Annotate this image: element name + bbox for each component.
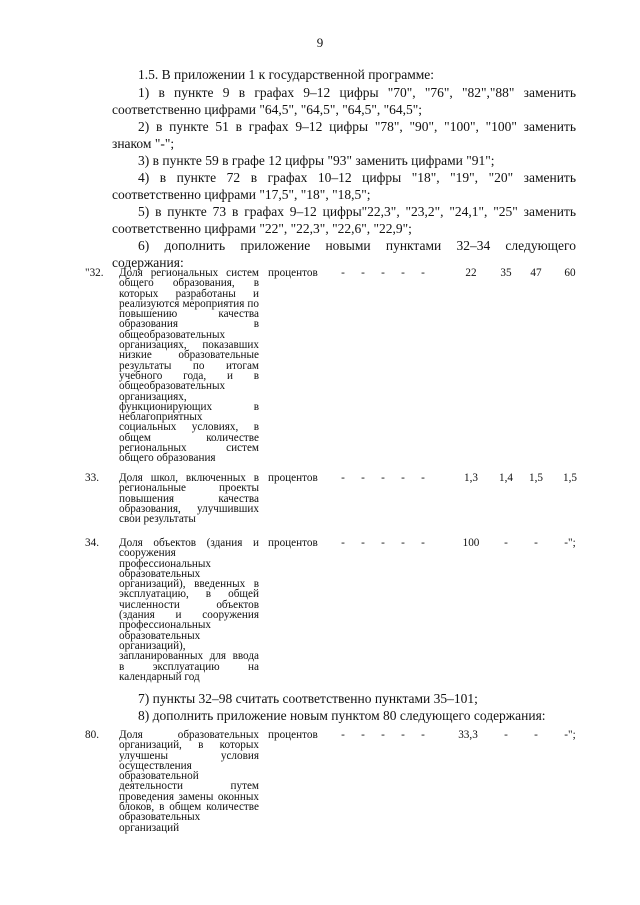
cell-col-5: - [361, 472, 365, 484]
row-number: 34. [85, 537, 99, 549]
paragraph-item-5: 5) в пункте 73 в графах 9–12 цифры"22,3", "23,2", "24,1", "25" заменить соответственно цифрами "22", "22,3", "22,6", "22,9"; [112, 204, 576, 236]
paragraph-item-6: 6) дополнить приложение новыми пунктами 32–34 следующего содержания: [112, 238, 576, 270]
row-description: Доля объектов (здания и сооружения профессиональных образовательных организаций), введенных в эксплуатацию, в общей численности объектов (здания и сооружения профессиональных образовательных организаций), запланированных для ввода в эксплуатацию на календарный год [119, 537, 259, 683]
cell-col-9: 100 [462, 537, 480, 549]
cell-col-4: - [341, 729, 345, 741]
table-row [85, 473, 585, 528]
cell-col-8: - [421, 729, 425, 741]
cell-col-6: - [381, 729, 385, 741]
paragraph-item-3: 3) в пункте 59 в графе 12 цифры "93" заменить цифрами "91"; [138, 153, 495, 168]
cell-col-8: - [421, 537, 425, 549]
cell-col-7: - [401, 729, 405, 741]
paragraph-item-4: 4) в пункте 72 в графах 10–12 цифры "18", "19", "20" заменить соответственно цифрами "17,5", "18", "18,5"; [112, 170, 576, 202]
cell-col-11: - [534, 537, 538, 549]
table-row [85, 267, 585, 465]
page-number: 9 [316, 35, 324, 50]
row-description: Доля школ, включенных в региональные проекты повышения качества образования, улучшивших свои результаты [119, 472, 259, 526]
cell-col-7: - [401, 472, 405, 484]
row-unit: процентов [268, 729, 318, 741]
row-number: 33. [85, 472, 99, 484]
cell-col-5: - [361, 729, 365, 741]
cell-col-10: 35 [500, 267, 512, 279]
cell-col-12: -"; [564, 729, 576, 741]
cell-col-9: 33,3 [458, 729, 478, 741]
paragraph-item-1: 1) в пункте 9 в графах 9–12 цифры "70", "76", "82","88" заменить соответственно цифрами "64,5", "64,5", "64,5", "64,5"; [112, 85, 576, 117]
row-unit: процентов [268, 267, 318, 279]
cell-col-6: - [381, 472, 385, 484]
paragraph-item-8: 8) дополнить приложение новым пунктом 80 следующего содержания: [138, 708, 546, 723]
cell-col-9: 1,3 [464, 472, 478, 484]
cell-col-12: -"; [564, 537, 576, 549]
cell-col-12: 60 [564, 267, 576, 279]
row-number: 80. [85, 729, 99, 741]
row-number: "32. [85, 267, 104, 279]
cell-col-4: - [341, 537, 345, 549]
paragraph-item-2: 2) в пункте 51 в графах 9–12 цифры "78", "90", "100", "100" заменить знаком "-"; [112, 119, 576, 151]
section-heading: 1.5. В приложении 1 к государственной программе: [138, 67, 435, 82]
cell-col-4: - [341, 267, 345, 279]
cell-col-10: 1,4 [499, 472, 513, 484]
cell-col-4: - [341, 472, 345, 484]
cell-col-5: - [361, 537, 365, 549]
row-unit: процентов [268, 472, 318, 484]
row-unit: процентов [268, 537, 318, 549]
cell-col-5: - [361, 267, 365, 279]
cell-col-11: 47 [530, 267, 542, 279]
cell-col-8: - [421, 472, 425, 484]
cell-col-12: 1,5 [563, 472, 577, 484]
cell-col-6: - [381, 537, 385, 549]
row-description: Доля региональных систем общего образования, в которых разработаны и реализуются мероприятия по повышению качества образования в общеобразовательных организациях, показавших низкие образовательные результаты по итогам учебного года, и в общеобразовательных организациях, функционирующих в неблагоприятных социальных условиях, в общем количестве региональных систем общего образования [119, 267, 259, 465]
cell-col-11: - [534, 729, 538, 741]
cell-col-7: - [401, 267, 405, 279]
cell-col-10: - [504, 729, 508, 741]
cell-col-9: 22 [465, 267, 477, 279]
cell-col-8: - [421, 267, 425, 279]
cell-col-10: - [504, 537, 508, 549]
cell-col-11: 1,5 [529, 472, 543, 484]
row-description: Доля образовательных организаций, в которых улучшены условия осуществления образовательной деятельности путем проведения замены оконных блоков, в общем количестве образовательных организаций [119, 729, 259, 834]
table-row [85, 537, 585, 683]
paragraph-item-7: 7) пункты 32–98 считать соответственно пунктами 35–101; [138, 691, 478, 706]
cell-col-6: - [381, 267, 385, 279]
table-row [85, 729, 585, 834]
cell-col-7: - [401, 537, 405, 549]
